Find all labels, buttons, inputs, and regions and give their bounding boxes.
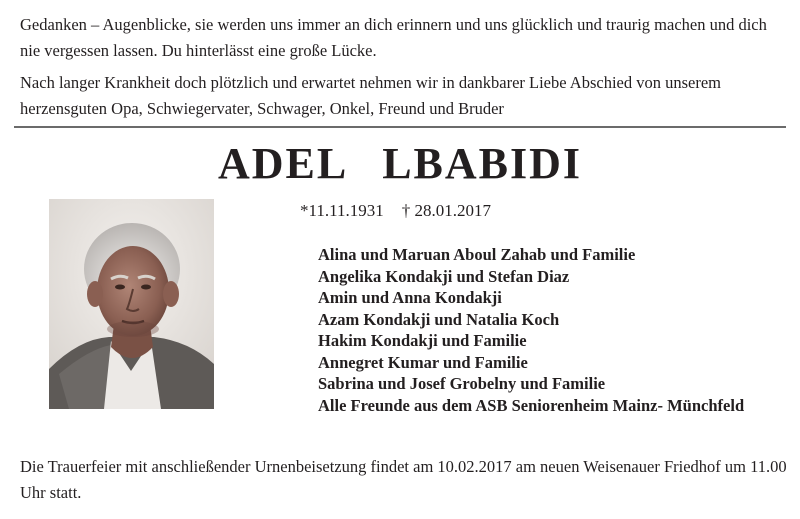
mourner-entry: Sabrina und Josef Grobelny und Familie	[318, 374, 606, 393]
intro-paragraph-memories: Gedanken – Augenblicke, sie werden uns immer an dich erinnern und uns glücklich und traurig machen und dich nie vergessen lassen. Du hinterlässt eine große Lücke.	[20, 15, 767, 60]
mourner-entry: Alina und Maruan Aboul Zahab und Familie	[318, 245, 636, 264]
mourners-list	[318, 244, 744, 416]
intro-paragraph-farewell: Nach langer Krankheit doch plötzlich und erwartet nehmen wir in dankbarer Liebe Abschied von unserem herzensguten Opa, Schwiegervater, Schwager, Onkel, Freund und Bruder	[20, 73, 722, 118]
deceased-last-name: LBABIDI	[382, 139, 583, 188]
intro-text	[20, 12, 790, 122]
death-date: † 28.01.2017	[401, 201, 491, 220]
mourner-entry: Angelika Kondakji und Stefan Diaz	[318, 266, 570, 286]
mourner-entry: Azam Kondakji und Natalia Koch	[318, 309, 560, 329]
mourner-entry: Annegret Kumar und Familie	[318, 352, 528, 372]
deceased-name	[0, 138, 800, 190]
mourner-entry: Alle Freunde aus dem ASB Seniorenheim Mainz- Münchfeld	[318, 395, 745, 415]
mourner-entry: Hakim Kondakji und Familie	[318, 331, 527, 350]
funeral-info: Die Trauerfeier mit anschließender Urnenbeisetzung findet am 10.02.2017 am neuen Weisenauer Friedhof um 11.00 Uhr statt.	[20, 457, 787, 502]
life-dates	[300, 200, 491, 222]
divider-line	[14, 126, 786, 128]
mourner-entry: Amin und Anna Kondakji	[318, 288, 502, 307]
birth-date: *11.11.1931	[300, 201, 384, 220]
portrait-photo	[49, 199, 214, 409]
deceased-first-name: ADEL	[217, 139, 349, 188]
